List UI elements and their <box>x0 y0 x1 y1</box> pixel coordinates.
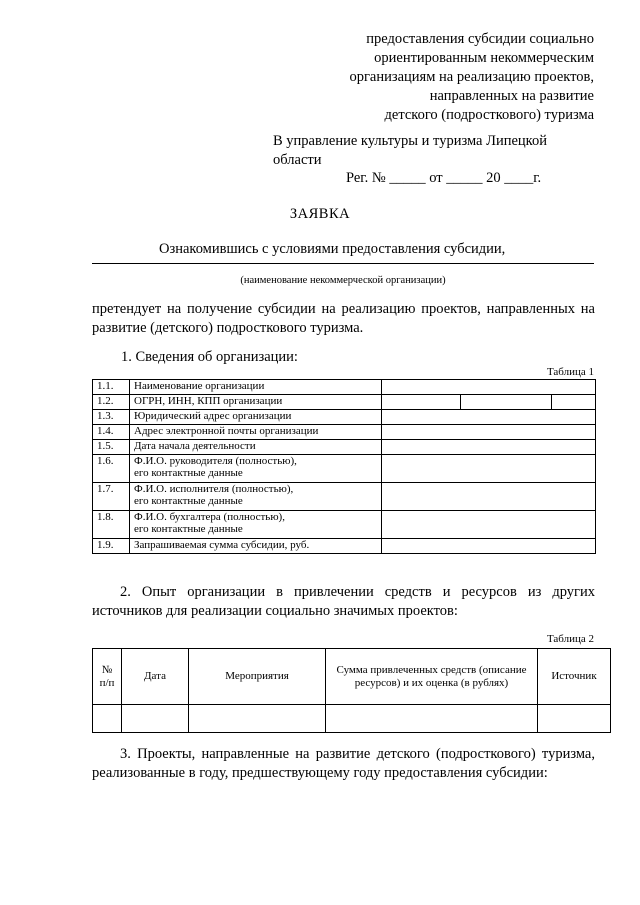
cell-events[interactable] <box>189 705 326 733</box>
section-2-text <box>92 583 595 621</box>
claims-paragraph: претендует на получение субсидии на реализацию проектов, направленных на развитие (детского) подросткового туризма. <box>92 301 595 336</box>
table-row <box>93 483 596 511</box>
header-line: направленных на развитие <box>429 88 594 104</box>
header-line: ориентированным некоммерческим <box>374 50 594 66</box>
row-label <box>130 511 382 539</box>
row-label: Наименование организации <box>130 380 382 395</box>
row-label: ОГРН, ИНН, КПП организации <box>130 395 382 410</box>
table-row <box>93 455 596 483</box>
row-label-line: его контактные данные <box>134 523 243 535</box>
header-line: организациям на реализацию проектов, <box>349 69 594 85</box>
row-label-line: его контактные данные <box>134 467 243 479</box>
cell-amount[interactable] <box>326 705 538 733</box>
row-number: 1.7. <box>93 483 130 511</box>
table-row <box>93 425 596 440</box>
value-cell[interactable] <box>382 455 596 483</box>
row-label: Запрашиваемая сумма субсидии, руб. <box>130 539 382 554</box>
organization-name-caption: (наименование некоммерческой организации) <box>240 275 446 286</box>
section-2-text-body: 2. Опыт организации в привлечении средств и ресурсов из других источников для реализации социально значимых проектов: <box>92 584 595 619</box>
row-number: 1.8. <box>93 511 130 539</box>
col-header-number: № п/п <box>93 649 122 705</box>
table-row <box>93 380 596 395</box>
table-header-row <box>93 649 611 705</box>
row-label-line: его контактные данные <box>134 495 243 507</box>
document-title: ЗАЯВКА <box>289 206 351 222</box>
header-line: детского (подросткового) туризма <box>384 107 594 123</box>
row-label: Адрес электронной почты организации <box>130 425 382 440</box>
section-3-text <box>92 745 595 783</box>
col-header-events: Мероприятия <box>189 649 326 705</box>
value-cell[interactable] <box>382 511 596 539</box>
kpp-cell[interactable] <box>552 395 596 410</box>
header-block <box>294 30 594 125</box>
table-row <box>93 410 596 425</box>
registration-line: Рег. № _____ от _____ 20 ____г. <box>346 170 542 186</box>
row-label <box>130 455 382 483</box>
row-number: 1.3. <box>93 410 130 425</box>
value-cell[interactable] <box>382 539 596 554</box>
cell-source[interactable] <box>538 705 611 733</box>
row-number: 1.1. <box>93 380 130 395</box>
col-header-amount: Сумма привлеченных средств (описание ресурсов) и их оценка (в рублях) <box>326 649 538 705</box>
table-1-label: Таблица 1 <box>546 366 594 378</box>
value-cell[interactable] <box>382 410 596 425</box>
section-3-text-body: 3. Проекты, направленные на развитие детского (подросткового) туризма, реализованные в году, предшествующему году предоставления субсидии: <box>92 746 595 781</box>
row-label: Дата начала деятельности <box>130 440 382 455</box>
section-1-heading: 1. Сведения об организации: <box>121 349 298 365</box>
ogrn-cell[interactable] <box>382 395 461 410</box>
table-row <box>93 440 596 455</box>
value-cell[interactable] <box>382 440 596 455</box>
addressee: В управление культуры и туризма Липецкой области <box>273 133 547 168</box>
table-row <box>93 539 596 554</box>
row-number: 1.2. <box>93 395 130 410</box>
table-row <box>93 395 596 410</box>
organization-info-table <box>92 379 596 554</box>
row-label <box>130 483 382 511</box>
row-label-line: Ф.И.О. руководителя (полностью), <box>134 455 297 467</box>
row-number: 1.9. <box>93 539 130 554</box>
row-label-line: Ф.И.О. бухгалтера (полностью), <box>134 511 285 523</box>
table-row <box>93 705 611 733</box>
table-2-label: Таблица 2 <box>546 633 594 645</box>
organization-name-line[interactable] <box>92 263 594 264</box>
intro-text: Ознакомившись с условиями предоставления субсидии, <box>159 241 506 257</box>
funding-experience-table <box>92 648 611 733</box>
inn-cell[interactable] <box>461 395 552 410</box>
row-number: 1.6. <box>93 455 130 483</box>
value-cell[interactable] <box>382 380 596 395</box>
row-label-line: Ф.И.О. исполнителя (полностью), <box>134 483 294 495</box>
cell-date[interactable] <box>122 705 189 733</box>
col-header-source: Источник <box>538 649 611 705</box>
row-number: 1.4. <box>93 425 130 440</box>
value-cell[interactable] <box>382 425 596 440</box>
table-row <box>93 511 596 539</box>
header-line: предоставления субсидии социально <box>366 31 594 47</box>
row-label: Юридический адрес организации <box>130 410 382 425</box>
cell-number[interactable] <box>93 705 122 733</box>
col-header-date: Дата <box>122 649 189 705</box>
value-cell[interactable] <box>382 483 596 511</box>
row-number: 1.5. <box>93 440 130 455</box>
